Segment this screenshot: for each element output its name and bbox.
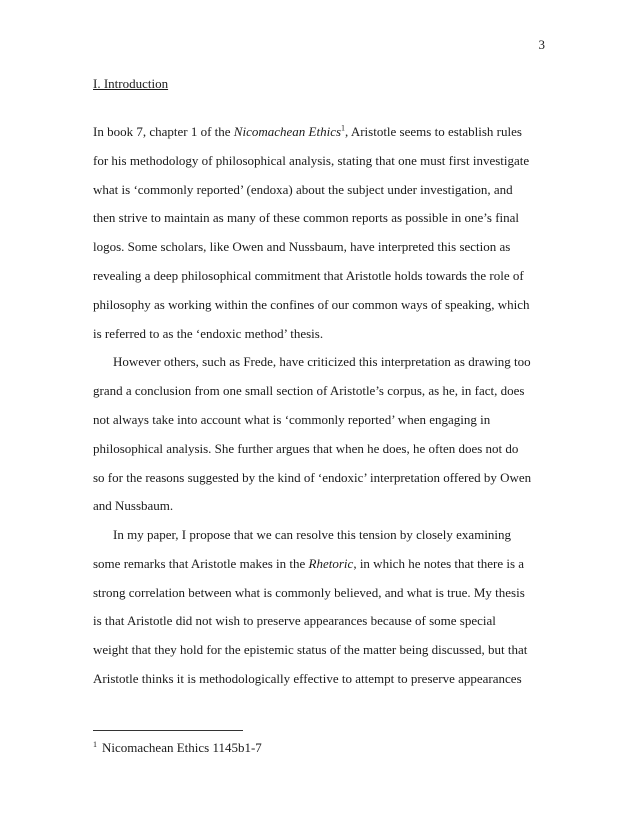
italic-title: Rhetoric [308,556,354,571]
paragraph-1-line-4: then strive to maintain as many of these common reports as possible in one’s final [93,210,520,225]
paragraph-2-line-2: grand a conclusion from one small section of Aristotle’s corpus, as he, in fact, does [93,383,525,398]
paragraph-1-line-7: philosophy as working within the confines of our common ways of speaking, which [93,297,530,312]
paragraph-2-line-6: and Nussbaum. [93,498,174,513]
paragraph-2-line-3: not always take into account what is ‘commonly reported’ when engaging in [93,412,491,427]
text-run: , Aristotle seems to establish rules [345,124,522,139]
text-run: , in which he notes that there is a [353,556,525,571]
paragraph-3-line-5: weight that they hold for the epistemic status of the matter being discussed, but that [93,642,528,657]
paragraph-2-line-5: so for the reasons suggested by the kind of ‘endoxic’ interpretation offered by Owen [93,470,532,485]
paragraph-1-line-6: revealing a deep philosophical commitment that Aristotle holds towards the role of [93,268,524,283]
text-run: some remarks that Aristotle makes in the [93,556,309,571]
paragraph-3-line-1: In my paper, I propose that we can resolve this tension by closely examining [113,527,512,542]
footnote [93,740,262,756]
italic-title: Nicomachean Ethics [233,124,342,139]
paragraph-1-line-5: logos. Some scholars, like Owen and Nussbaum, have interpreted this section as [93,239,511,254]
paragraph-2-line-1: However others, such as Frede, have criticized this interpretation as drawing too [113,354,531,369]
paragraph-1-line-1 [93,124,522,140]
paragraph-3-line-2 [93,556,524,572]
paragraph-2-line-4: philosophical analysis. She further argues that when he does, he often does not do [93,441,519,456]
paragraph-3-line-6: Aristotle thinks it is methodologically effective to attempt to preserve appearances [93,671,522,686]
paragraph-1-line-3: what is ‘commonly reported’ (endoxa) about the subject under investigation, and [93,182,513,197]
section-heading: I. Introduction [93,76,169,91]
footnote-reference: 1 [341,123,346,133]
text-run: In book 7, chapter 1 of the [93,124,234,139]
paragraph-1-line-8: is referred to as the ‘endoxic method’ thesis. [93,326,324,341]
footnote-text: Nicomachean Ethics 1145b1-7 [102,740,262,755]
paragraph-3-line-4: is that Aristotle did not wish to preserve appearances because of some special [93,613,496,628]
paragraph-1-line-2: for his methodology of philosophical analysis, stating that one must first investigate [93,153,530,168]
footnote-separator [93,730,243,731]
page-number: 3 [538,37,545,52]
footnote-mark: 1 [93,739,97,749]
paragraph-3-line-3: strong correlation between what is commonly believed, and what is true. My thesis [93,585,525,600]
